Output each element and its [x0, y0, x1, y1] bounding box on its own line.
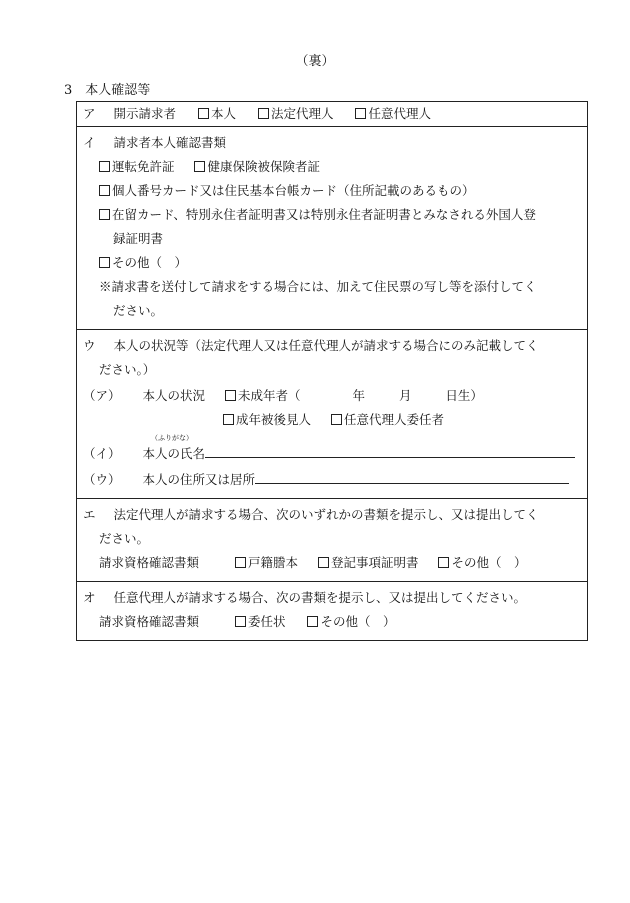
option-residence-card: 在留カード、特別永住者証明書又は特別永住者証明書とみなされる外国人登 [112, 207, 536, 222]
principal-status-title: 本人の状況等（法定代理人又は任意代理人が請求する場合にのみ記載してく [113, 338, 539, 353]
checkbox-self[interactable] [198, 108, 209, 119]
checkbox-residence-card[interactable] [99, 209, 110, 220]
checkbox-delegator[interactable] [331, 414, 342, 425]
checkbox-my-number-card[interactable] [99, 185, 110, 196]
section-title: 3 本人確認等 [64, 83, 151, 98]
option-voluntary-other: その他（ ） [320, 614, 396, 629]
option-family-register: 戸籍謄本 [247, 555, 298, 570]
section-marker-u: ウ [83, 338, 96, 353]
principal-name-label: 本人の氏名 [142, 446, 205, 461]
checkbox-drivers-license[interactable] [99, 161, 110, 172]
checkbox-legal-other[interactable] [438, 557, 449, 568]
option-residence-card-cont: 録証明書 [113, 231, 164, 246]
legal-agent-instruction-cont: ださい。 [99, 531, 150, 546]
page-heading: （裏） [295, 54, 335, 69]
voluntary-agent-instruction: 任意代理人が請求する場合、次の書類を提示し、又は提出してください。 [113, 590, 526, 605]
legal-agent-docs-section [77, 498, 587, 581]
section-marker-a: ア [83, 106, 96, 121]
option-other-id: その他（ ） [112, 255, 188, 270]
checkbox-power-of-attorney[interactable] [235, 616, 246, 627]
principal-address-label: 本人の住所又は居所 [142, 472, 255, 487]
principal-status-title-cont: ださい。） [99, 362, 156, 377]
principal-name-field[interactable] [205, 443, 575, 458]
item-marker-a: （ア） [83, 388, 121, 403]
id-documents-title: 請求者本人確認書類 [113, 135, 226, 150]
legal-agent-instruction: 法定代理人が請求する場合、次のいずれかの書類を提示し、又は提出してく [113, 507, 539, 522]
option-minor: 未成年者（ [237, 388, 301, 403]
section-marker-i: イ [83, 135, 96, 150]
voluntary-agent-docs-section [77, 581, 587, 640]
option-self: 本人 [210, 106, 236, 121]
option-legal-other: その他（ ） [451, 555, 527, 570]
requester-type-section [77, 102, 587, 126]
checkbox-family-register[interactable] [235, 557, 246, 568]
principal-status-section [77, 329, 587, 498]
birth-month-label: 月 [398, 388, 412, 403]
option-voluntary-agent: 任意代理人 [368, 106, 431, 121]
voluntary-agent-doc-label: 請求資格確認書類 [99, 614, 200, 629]
checkbox-other-id[interactable] [99, 257, 110, 268]
birth-day-label: 日生） [445, 388, 483, 403]
item-marker-b: （イ） [83, 446, 121, 461]
option-power-of-attorney: 委任状 [247, 614, 286, 629]
item-marker-c: （ウ） [83, 472, 121, 487]
option-my-number-card: 個人番号カード又は住民基本台帳カード（住所記載のあるもの） [112, 183, 475, 198]
mail-request-note-cont: ださい。 [113, 303, 164, 318]
option-drivers-license: 運転免許証 [112, 159, 175, 174]
checkbox-registry-certificate[interactable] [318, 557, 329, 568]
section-marker-o: オ [83, 590, 96, 605]
checkbox-minor[interactable] [225, 390, 236, 401]
option-delegator: 任意代理人委任者 [343, 412, 444, 427]
option-adult-ward: 成年被後見人 [236, 412, 312, 427]
section-marker-e: エ [83, 507, 96, 522]
identity-verification-table [76, 101, 588, 641]
furigana-label: （ふりがな） [151, 434, 193, 442]
id-documents-section [77, 126, 587, 329]
option-health-insurance: 健康保険被保険者証 [207, 159, 320, 174]
option-registry-certificate: 登記事項証明書 [330, 555, 419, 570]
option-legal-agent: 法定代理人 [270, 106, 334, 121]
principal-address-field[interactable] [255, 469, 569, 484]
checkbox-voluntary-agent[interactable] [355, 108, 366, 119]
checkbox-voluntary-other[interactable] [307, 616, 318, 627]
requester-label: 開示請求者 [113, 106, 176, 121]
legal-agent-doc-label: 請求資格確認書類 [99, 555, 200, 570]
principal-status-label: 本人の状況 [142, 388, 205, 403]
birth-year-label: 年 [352, 388, 365, 403]
checkbox-adult-ward[interactable] [223, 414, 234, 425]
checkbox-health-insurance[interactable] [194, 161, 205, 172]
checkbox-legal-agent[interactable] [258, 108, 269, 119]
mail-request-note: ※請求書を送付して請求をする場合には、加えて住民票の写し等を添付してく [99, 279, 537, 294]
